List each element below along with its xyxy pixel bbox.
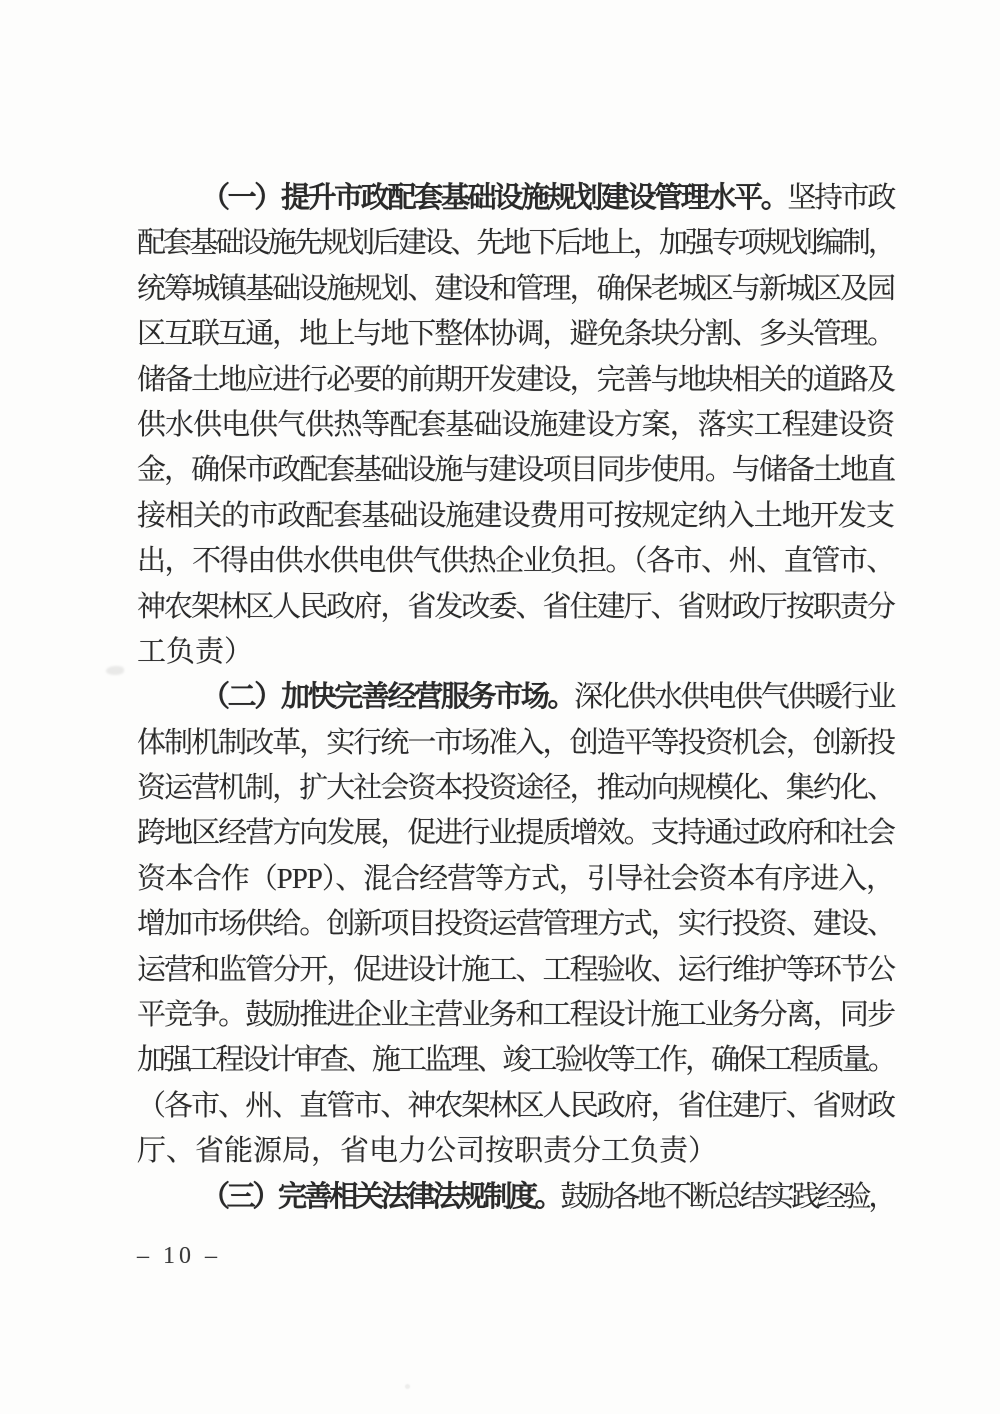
- line-text: 厅、省能源局，省电力公司按职责分工负责）: [137, 1135, 718, 1168]
- text-line: [137, 494, 894, 539]
- line-text: 鼓励各地不断总结实践经验，: [560, 1180, 894, 1213]
- text-line: [137, 176, 894, 221]
- line-text: 加强工程设计审查、施工监理、竣工验收等工作，确保工程质量。: [137, 1044, 894, 1077]
- document-body: [137, 176, 894, 1220]
- text-line: [137, 766, 894, 811]
- line-text: 储备土地应进行必要的前期开发建设，完善与地块相关的道路及: [137, 363, 894, 396]
- text-line: [137, 721, 894, 766]
- line-text: 神农架林区人民政府，省发改委、省住建厅、省财政厅按职责分: [137, 590, 894, 623]
- text-line: [137, 675, 894, 720]
- line-text: 区互联互通，地上与地下整体协调，避免条块分割、多头管理。: [137, 318, 894, 351]
- line-text: 增加市场供给。创新项目投资运营管理方式，实行投资、建设、: [137, 908, 894, 941]
- text-line: [137, 630, 894, 675]
- text-line: [137, 585, 894, 630]
- text-line: [137, 857, 894, 902]
- text-line: [137, 448, 894, 493]
- text-line: [137, 312, 894, 357]
- text-line: [137, 1038, 894, 1083]
- line-text: 统筹城镇基础设施规划、建设和管理，确保老城区与新城区及园: [137, 272, 894, 305]
- text-line: [137, 948, 894, 993]
- line-text: 资本合作（PPP）、混合经营等方式，引导社会资本有序进入，: [137, 862, 894, 895]
- paragraph-lead: （二）加快完善经营服务市场。: [201, 681, 575, 714]
- text-line: [137, 358, 894, 403]
- text-line: [137, 267, 894, 312]
- text-line: [137, 811, 894, 856]
- line-text: 金，确保市政配套基础设施与建设项目同步使用。与储备土地直: [137, 454, 894, 487]
- text-line: [137, 403, 894, 448]
- line-text: 工负责）: [137, 635, 254, 668]
- line-text: 供水供电供气供热等配套基础设施建设方案，落实工程建设资: [137, 408, 894, 441]
- line-text: 体制机制改革，实行统一市场准入，创造平等投资机会，创新投: [137, 726, 894, 759]
- text-line: [137, 221, 894, 266]
- page-number: – 10 –: [137, 1243, 221, 1269]
- text-line: [137, 1084, 894, 1129]
- text-line: [137, 1129, 894, 1174]
- text-line: [137, 1175, 894, 1220]
- text-line: [137, 902, 894, 947]
- line-text: 运营和监管分开，促进设计施工、工程验收、运行维护等环节公: [137, 953, 894, 986]
- line-text: 平竞争。鼓励推进企业主营业务和工程设计施工业务分离，同步: [137, 999, 894, 1032]
- line-text: 出，不得由供水供电供气供热企业负担。（各市、州、直管市、: [137, 545, 894, 578]
- line-text: 深化供水供电供气供暖行业: [574, 681, 894, 714]
- scan-artifact-dot: [405, 1384, 410, 1389]
- text-line: [137, 993, 894, 1038]
- paragraph-lead: （一）提升市政配套基础设施规划建设管理水平。: [201, 182, 788, 214]
- line-text: 资运营机制，扩大社会资本投资途径，推动向规模化、集约化、: [137, 772, 894, 805]
- line-text: （各市、州、直管市、神农架林区人民政府，省住建厅、省财政: [137, 1089, 894, 1122]
- line-text: 跨地区经营方向发展，促进行业提质增效。支持通过政府和社会: [137, 817, 894, 850]
- paragraph-lead: （三）完善相关法律法规制度。: [201, 1180, 561, 1213]
- line-text: 接相关的市政配套基础设施建设费用可按规定纳入土地开发支: [137, 499, 894, 532]
- scan-artifact-smudge: [106, 666, 124, 675]
- line-text: 坚持市政: [787, 182, 894, 214]
- text-line: [137, 539, 894, 584]
- line-text: 配套基础设施先规划后建设、先地下后地上，加强专项规划编制，: [137, 227, 894, 260]
